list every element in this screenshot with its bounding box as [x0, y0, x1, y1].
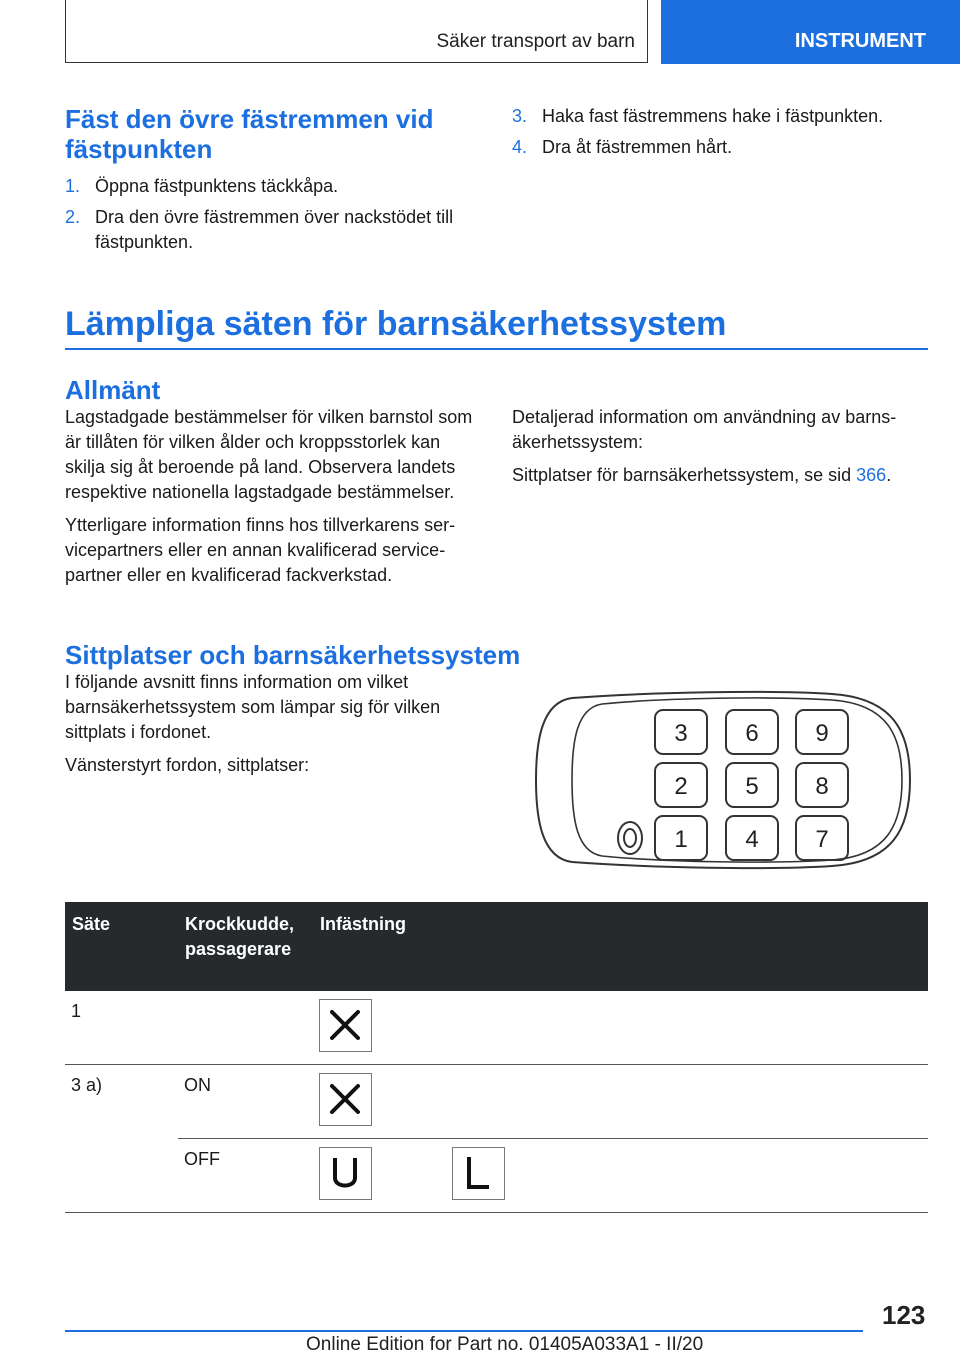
seat-number: 9: [815, 720, 829, 747]
page-number: 123: [882, 1300, 926, 1330]
step-text: Dra åt fästremmen hårt.: [542, 137, 733, 157]
general-paragraph-4: [512, 463, 932, 488]
seat-number: 5: [745, 773, 759, 800]
fasten-steps-left: [65, 174, 485, 255]
seat-number: 1: [674, 826, 688, 853]
step-item: [65, 205, 485, 255]
cell-icon: [313, 991, 446, 1065]
step-text: Dra den övre fästremmen över nackstödet till fästpunkten.: [95, 207, 454, 252]
cell-seat: 3 a): [71, 1075, 103, 1095]
seat-number: 8: [815, 773, 829, 800]
fasten-steps-right-wrap: [512, 104, 932, 166]
step-text: Haka fast fästremmens hake i fästpunkten.: [542, 106, 884, 126]
cell-seat: [65, 1139, 178, 1213]
reference-end: .: [886, 465, 892, 485]
seating-paragraph-2: Vänsterstyrt fordon, sittplatser:: [65, 755, 310, 775]
header-section-title: Säker transport av barn: [436, 31, 635, 52]
step-item: [512, 104, 932, 129]
seat-table: [65, 902, 928, 1213]
header-tab-instrument[interactable]: INSTRUMENT: [661, 0, 960, 64]
general-left: [65, 375, 485, 596]
letter-l-icon: [452, 1147, 505, 1200]
seat-number: 6: [745, 720, 759, 747]
general-right: [512, 405, 932, 496]
page-reference-link[interactable]: 366: [856, 465, 887, 485]
table-row: [65, 1139, 928, 1213]
step-text: Öppna fästpunktens täckkåpa.: [95, 176, 339, 196]
cell-icon: [313, 1065, 446, 1139]
seating-title: Sittplatser och barnsäkerhetssystem: [65, 640, 521, 670]
fasten-section: [65, 104, 485, 261]
cell-icon: [446, 1139, 928, 1213]
seat-number: 4: [745, 826, 759, 853]
step-item: [512, 135, 932, 160]
cell-airbag: [178, 991, 313, 1065]
header-seat: Säte: [65, 902, 178, 991]
seat-number: 2: [674, 773, 688, 800]
table-row: [65, 991, 928, 1065]
header-attachment: Infästning: [313, 902, 446, 991]
x-mark-icon: [319, 999, 372, 1052]
cell-seat: 1: [65, 991, 178, 1065]
cell-airbag: OFF: [178, 1139, 313, 1213]
step-number: 3.: [512, 106, 528, 126]
car-outline: [536, 692, 910, 868]
car-inner-outline: [572, 698, 902, 862]
letter-u-icon: [319, 1147, 372, 1200]
general-paragraph-3: Detaljerad information om användning av barnsäkerhetssystem:: [512, 407, 897, 452]
general-title: Allmänt: [65, 375, 161, 405]
x-mark-icon: [319, 1073, 372, 1126]
seating-diagram: [532, 690, 917, 870]
step-item: [65, 174, 485, 199]
step-number: 4.: [512, 137, 528, 157]
header-empty: [446, 902, 928, 991]
step-number: 2.: [65, 207, 81, 227]
general-paragraph-1: Lagstadgade bestämmelser för vilken barnstol som är tillåten för vilken ålder och kroppsstorlek kan skilja sig åt beroende på land. Observera landets respektive nationella lagstadgade bestämmelser.: [65, 407, 473, 502]
reference-text: Sittplatser för barnsäkerhetssystem, se sid: [512, 465, 857, 485]
cell-icon: [313, 1139, 446, 1213]
seat-number: 7: [815, 826, 829, 853]
footer-edition: Online Edition for Part no. 01405A033A1 - II/20: [306, 1334, 704, 1355]
header-airbag: Krockkudde, passagerare: [178, 902, 313, 991]
table-header-row: [65, 902, 928, 991]
cell-airbag: ON: [178, 1065, 313, 1139]
fasten-steps-right: [512, 104, 932, 160]
seating-paragraph-1: I följande avsnitt finns information om vilket barnsäkerhetssystem som lämpar sig för vilken sittplats i fordonet.: [65, 672, 441, 742]
general-paragraph-2: Ytterligare information finns hos tillverkarens servicepartners eller en annan kvalificerad servicepartner eller en kvalificerad fackverkstad.: [65, 515, 456, 585]
seating-section: [65, 640, 535, 786]
footer-rule: [65, 1330, 863, 1332]
heading-rule: [65, 348, 928, 350]
table-row: [65, 1065, 928, 1139]
seat-number: 3: [674, 720, 688, 747]
suitable-seats-heading: Lämpliga säten för barnsäkerhetssystem: [65, 305, 727, 343]
step-number: 1.: [65, 176, 81, 196]
steering-wheel-icon: [618, 822, 642, 854]
fasten-title: Fäst den övre fästremmen vid fästpunkten: [65, 104, 434, 164]
